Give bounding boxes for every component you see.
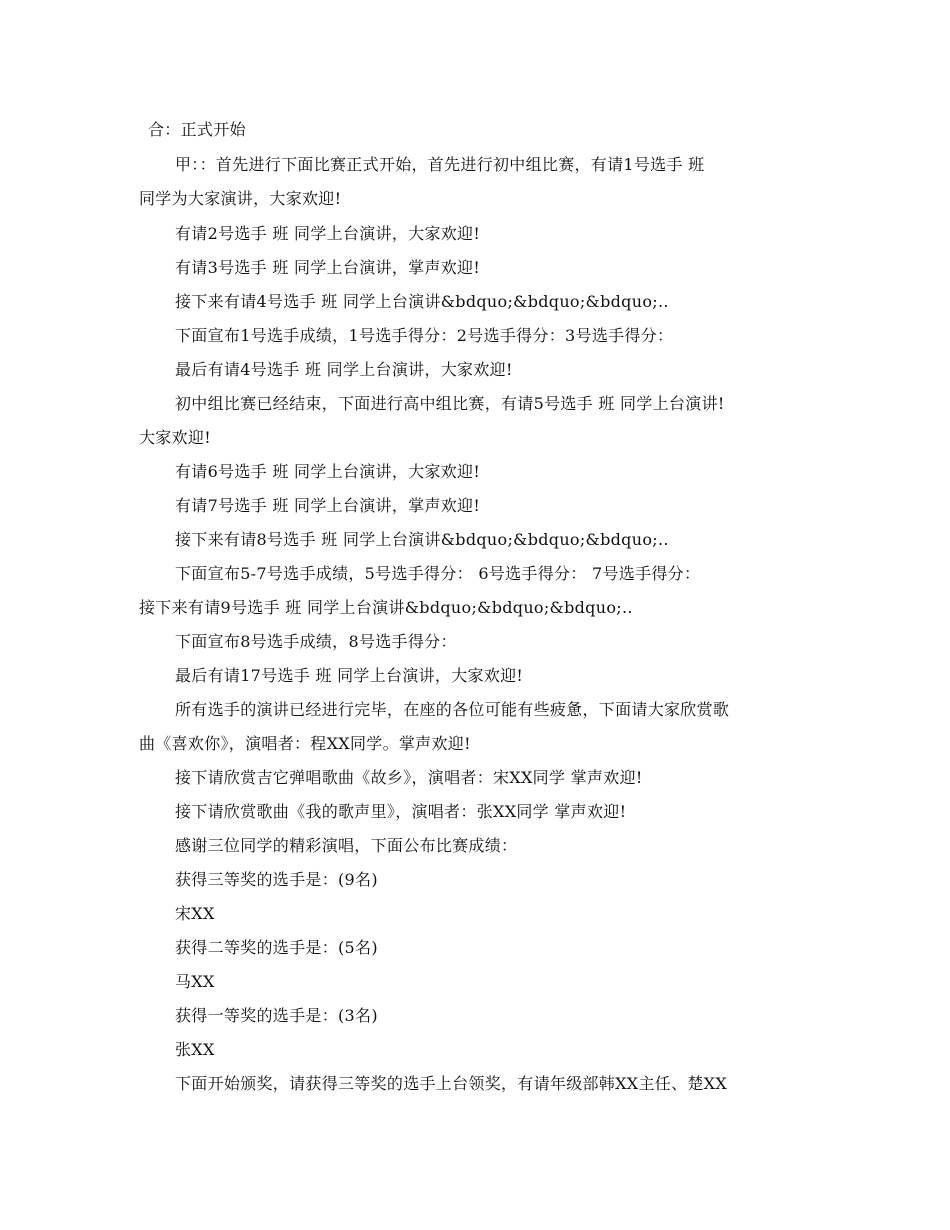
text-line: 下面宣布8号选手成绩，8号选手得分： (175, 632, 457, 651)
text-line: 同学为大家演讲，大家欢迎! (139, 189, 342, 208)
text-line: 获得一等奖的选手是：(3名) (175, 1006, 378, 1025)
text-line: 下面宣布5-7号选手成绩，5号选手得分： 6号选手得分： 7号选手得分： (175, 564, 701, 583)
text-line: 最后有请17号选手 班 同学上台演讲，大家欢迎! (175, 666, 524, 685)
text-line: 有请6号选手 班 同学上台演讲，大家欢迎! (175, 462, 481, 481)
text-line: 接下请欣赏吉它弹唱歌曲《故乡》，演唱者：宋XX同学 掌声欢迎! (175, 768, 643, 787)
text-line: 接下来有请9号选手 班 同学上台演讲&bdquo;&bdquo;&bdquo;.. (139, 598, 633, 617)
text-line: 接下来有请8号选手 班 同学上台演讲&bdquo;&bdquo;&bdquo;.. (175, 530, 669, 549)
text-line: 张XX (175, 1040, 215, 1059)
text-line: 最后有请4号选手 班 同学上台演讲，大家欢迎! (175, 360, 513, 379)
text-line: 大家欢迎! (139, 428, 211, 447)
text-line: 马XX (175, 972, 215, 991)
text-line: 宋XX (175, 904, 215, 923)
text-line: 接下请欣赏歌曲《我的歌声里》，演唱者：张XX同学 掌声欢迎! (175, 802, 627, 821)
text-line: 有请2号选手 班 同学上台演讲，大家欢迎! (175, 224, 481, 243)
text-line: 感谢三位同学的精彩演唱，下面公布比赛成绩： (175, 836, 518, 855)
text-line: 有请3号选手 班 同学上台演讲，掌声欢迎! (175, 258, 481, 277)
text-line: 甲：：首先进行下面比赛正式开始，首先进行初中组比赛，有请1号选手 班 (175, 155, 705, 174)
text-line: 所有选手的演讲已经进行完毕，在座的各位可能有些疲惫，下面请大家欣赏歌 (175, 700, 730, 719)
text-line: 初中组比赛已经结束，下面进行高中组比赛，有请5号选手 班 同学上台演讲! (175, 394, 725, 413)
text-line: 合：正式开始 (148, 120, 246, 139)
text-line: 有请7号选手 班 同学上台演讲，掌声欢迎! (175, 496, 481, 515)
text-line: 获得二等奖的选手是：(5名) (175, 938, 378, 957)
text-line: 曲《喜欢你》，演唱者：程XX同学。掌声欢迎! (139, 734, 471, 753)
text-line: 接下来有请4号选手 班 同学上台演讲&bdquo;&bdquo;&bdquo;.. (175, 292, 669, 311)
text-line: 下面宣布1号选手成绩，1号选手得分：2号选手得分：3号选手得分： (175, 326, 674, 345)
text-line: 下面开始颁奖，请获得三等奖的选手上台领奖，有请年级部韩XX主任、楚XX (175, 1074, 728, 1093)
text-line: 获得三等奖的选手是：(9名) (175, 870, 378, 889)
